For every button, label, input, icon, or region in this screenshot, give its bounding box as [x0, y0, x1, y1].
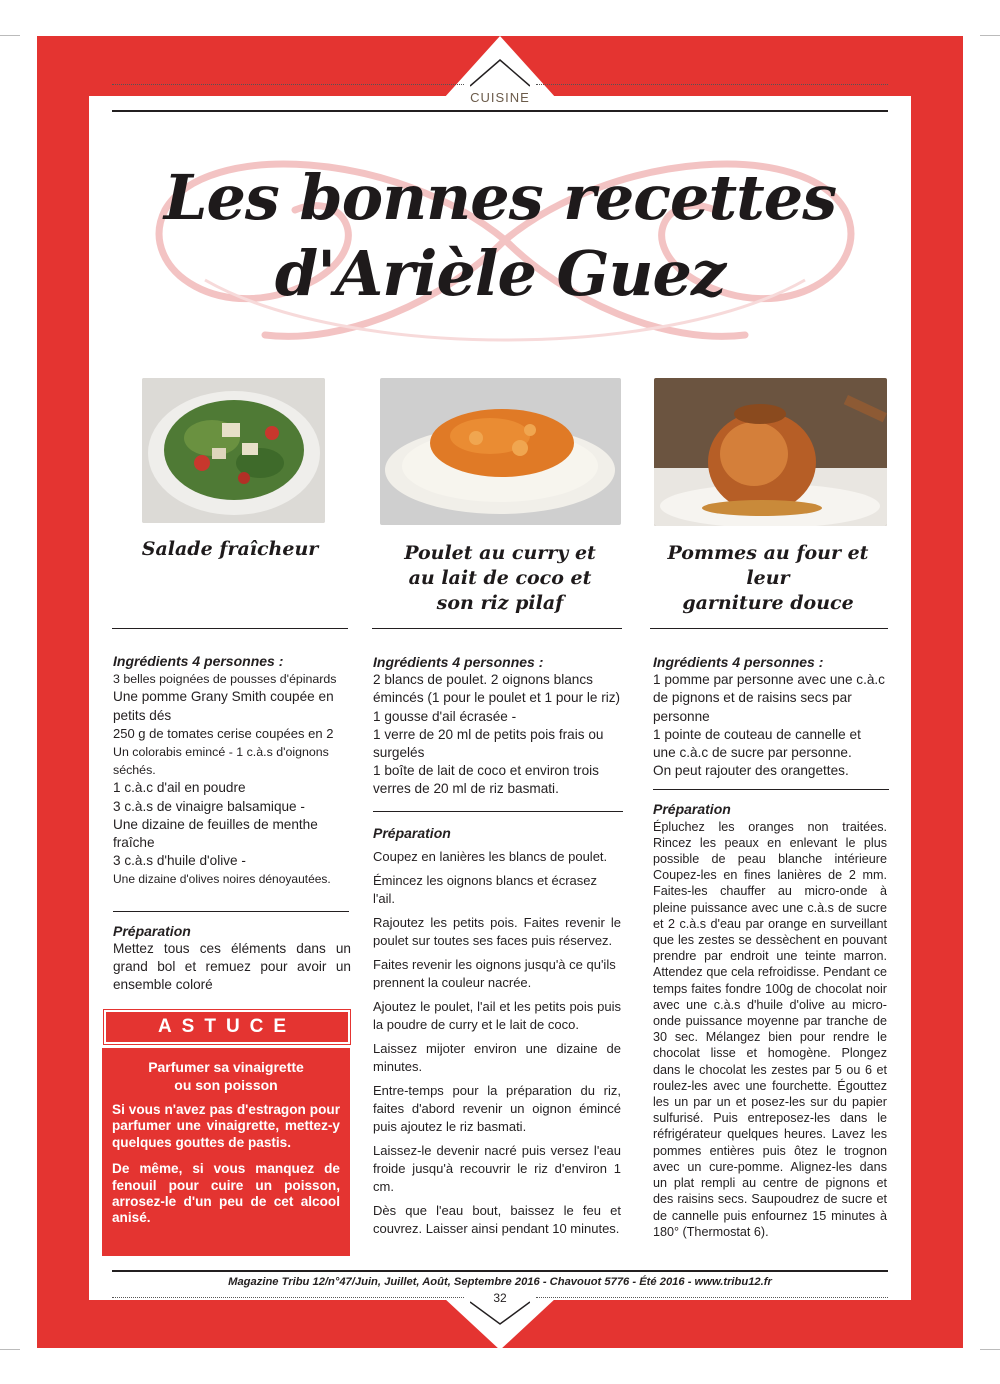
column-rule: [372, 628, 622, 629]
preparation-heading: Préparation: [113, 922, 191, 939]
triangle-logo-icon: [470, 58, 530, 88]
footer-rule: [112, 1270, 888, 1272]
page-title: [120, 160, 880, 312]
preparation-heading: Préparation: [373, 824, 451, 841]
curry-photo: [380, 378, 621, 525]
crop-mark: [980, 35, 1000, 36]
ingredients-heading: Ingrédients 4 personnes :: [113, 653, 284, 669]
apple-photo: [654, 378, 887, 526]
footer-dotted-line: [112, 1297, 464, 1298]
preparation-step: Faites revenir les oignons jusqu'à ce qu'ils prennent la couleur nacrée.: [373, 956, 616, 990]
title-line: Les bonnes recettes: [163, 161, 837, 234]
dish-title-line: son riz pilaf: [436, 592, 564, 614]
ingredient-line: Un colorabis emincé - 1 c.à.s d'oignons séchés.: [113, 745, 329, 778]
dish-title-curry: [372, 541, 628, 616]
sub-rule: [113, 911, 349, 912]
ingredient-line: 250 g de tomates cerise coupées en 2: [113, 725, 334, 741]
ingredient-line: Une pomme Grany Smith coupée en petits dés: [113, 689, 334, 723]
crop-mark: [0, 35, 20, 36]
preparation-step: Laissez mijoter environ une dizaine de minutes.: [373, 1040, 621, 1074]
page-number: 32: [493, 1291, 507, 1305]
ingredient-line: On peut rajouter des orangettes.: [653, 763, 849, 779]
preparation-step: Ajoutez le poulet, l'ail et les petits pois puis la poudre de curry et le lait de coco.: [373, 998, 621, 1032]
preparation-step: Entre-temps pour la préparation du riz, faites d'abord revenir un oignon émincé puis ajoutez le riz basmati.: [373, 1082, 621, 1134]
recipe-column-salad: [113, 652, 351, 994]
dish-title-line: Pommes au four et leur: [667, 542, 869, 589]
header-dotted-line: [112, 84, 464, 85]
preparation-step: Rajoutez les petits pois. Faites revenir le poulet sur toutes ses faces puis réservez.: [373, 914, 621, 948]
footer-text: Magazine Tribu 12/n°47/Juin, Juillet, Août, Septembre 2016 - Chavouot 5776 - Été 2016 - www.tribu12.fr: [228, 1276, 772, 1288]
sub-rule: [653, 789, 889, 790]
ingredients-heading: Ingrédients 4 personnes :: [373, 654, 544, 670]
preparation-step: Coupez en lanières les blancs de poulet.: [373, 848, 608, 864]
preparation-text: Épluchez les oranges non traitées. Rincez les peaux en enlevant le plus possible de peau blanche intérieure Coupez-les en fines lanières de 2 mm. Faites-les chauffer au micro-onde à pleine puissance avec une c.à.s de sucre et 2 c.à.s d'eau par orange en surveillant que les zestes se dessèchent en pouvant prendre par endroit une teinte marron. Attendez que cela refroidisse. Pendant ce temps faites fondre 100g de chocolat noir avec une c.à.s d'huile d'olive au micro-onde puissance moyenne par tranche de 30 sec. Mélangez bien pour rendre le chocolat lisse et homogène. Plongez dans le chocolat les zestes par 5 ou 6 et roulez-les avec une fourchette. Égouttez les un par un et posez-les sur du papier sulfurisé. Puis entreposez-les dans le réfrigérateur quelques heures. Lavez les pommes entières puis ôtez le trognon avec un cure-pomme. Alignez-les dans un plat rempli au centre de pignons et des raisins secs. Saupoudrez de sucre et de cannelle puis enfournez 15 minutes à 180° (Thermostat 6).: [653, 819, 887, 1239]
column-rule: [650, 628, 888, 629]
ingredient-line: 1 boîte de lait de coco et environ trois verres de 20 ml de riz basmati.: [373, 763, 599, 797]
astuce-label: ASTUCE: [104, 1010, 350, 1044]
astuce-title: [112, 1058, 340, 1094]
dish-title-line: au lait de coco et: [408, 567, 592, 589]
footer-dotted-line: [536, 1297, 888, 1298]
astuce-title-line: Parfumer sa vinaigrette: [148, 1059, 304, 1075]
astuce-paragraph: De même, si vous manquez de fenouil pour cuire un poisson, arrosez-le d'un peu de cet alcool anisé.: [112, 1161, 340, 1226]
recipe-column-apple: [653, 653, 887, 1240]
ingredient-line: 2 blancs de poulet. 2 oignons blancs émincés (1 pour le poulet et 1 pour le riz): [373, 672, 621, 706]
preparation-steps: [373, 848, 621, 1238]
preparation-step: Laissez-le devenir nacré puis versez l'eau froide jusqu'à recouvrir le riz d'environ 1 cm.: [373, 1142, 621, 1194]
header-dotted-line: [536, 84, 888, 85]
ingredient-line: Une dizaine d'olives noires dénoyautées.: [113, 872, 331, 887]
ingredient-line: 1 c.à.c d'ail en poudre: [113, 780, 246, 796]
ingredient-line: 3 c.à.s d'huile d'olive -: [113, 853, 246, 869]
sub-rule: [373, 811, 623, 812]
header-rule: [112, 110, 888, 112]
ingredient-line: 1 gousse d'ail écrasée -: [373, 708, 517, 724]
column-rule: [112, 628, 348, 629]
dish-title-line: Poulet au curry et: [404, 542, 596, 564]
preparation-step: Émincez les oignons blancs et écrasez l'ail.: [373, 872, 598, 906]
dish-title-salad: Salade fraîcheur: [141, 538, 319, 560]
ingredient-line: 3 c.à.s de vinaigre balsamique -: [113, 798, 305, 814]
astuce-paragraph: Si vous n'avez pas d'estragon pour parfumer une vinaigrette, mettez-y quelques gouttes de pastis.: [112, 1102, 340, 1150]
ingredient-line: 1 verre de 20 ml de petits pois frais ou surgelés: [373, 726, 604, 761]
title-line: d'Arièle Guez: [274, 237, 726, 310]
astuce-box: [102, 1048, 350, 1256]
crop-mark: [980, 1349, 1000, 1350]
ingredient-line: 1 pomme par personne avec une c.à.c de pignons et de raisins secs par personne: [653, 672, 885, 724]
ingredient-line: Une dizaine de feuilles de menthe fraîche: [113, 816, 318, 851]
section-label: CUISINE: [470, 90, 530, 105]
ingredient-line: 1 pointe de couteau de cannelle et une c.à.c de sucre par personne.: [653, 726, 861, 761]
crop-mark: [0, 1349, 20, 1350]
recipe-column-curry: [373, 653, 621, 1244]
preparation-step: Dès que l'eau bout, baissez le feu et couvrez. Laisser ainsi pendant 10 minutes.: [373, 1202, 621, 1236]
preparation-heading: Préparation: [653, 801, 731, 818]
ingredients-heading: Ingrédients 4 personnes :: [653, 654, 824, 670]
dish-title-line: garniture douce: [682, 592, 854, 614]
astuce-title-line: ou son poisson: [174, 1077, 278, 1093]
ingredient-line: 3 belles poignées de pousses d'épinards: [113, 672, 337, 687]
preparation-text: Mettez tous ces éléments dans un grand bol et remuez pour avoir un ensemble coloré: [113, 940, 351, 993]
dish-title-apple: [648, 541, 888, 616]
salad-photo: [142, 378, 325, 523]
